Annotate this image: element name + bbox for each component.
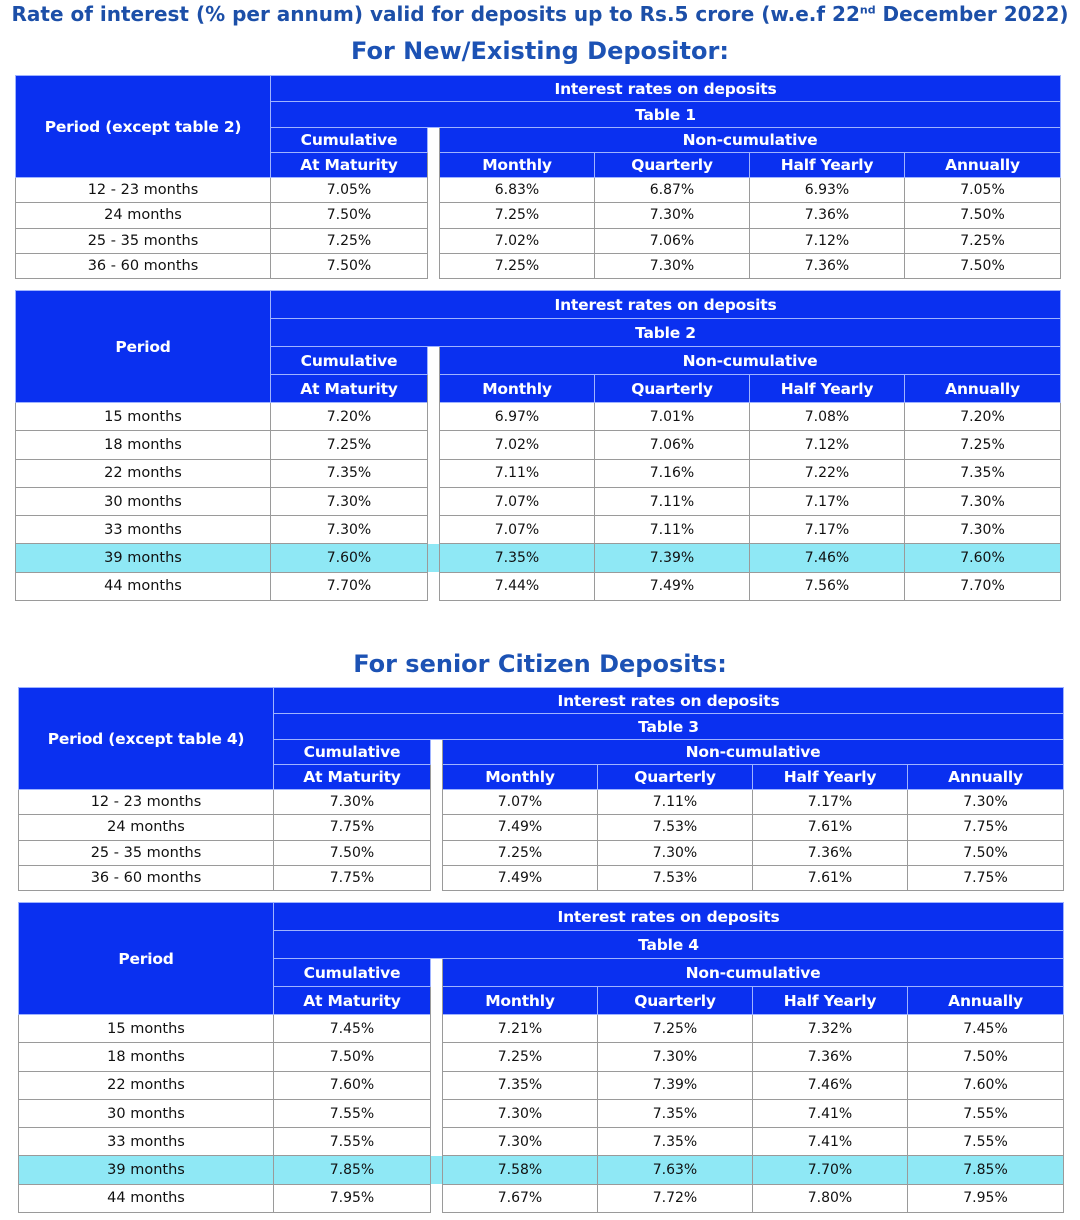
table-row: [19, 1015, 1064, 1043]
section-title-new-existing: For New/Existing Depositor:: [351, 37, 729, 65]
page-title: [0, 2, 1080, 26]
quarterly-cell: 7.72%: [598, 1184, 753, 1212]
table-row: [19, 1184, 1064, 1212]
half-yearly-cell: 6.93%: [750, 178, 905, 203]
quarterly-cell: 7.39%: [598, 1071, 753, 1099]
quarterly-cell: 7.06%: [595, 431, 750, 459]
half-yearly-cell: 7.41%: [753, 1099, 908, 1127]
column-gap: [428, 203, 440, 228]
period-cell: 12 - 23 months: [19, 790, 274, 815]
table-row: [16, 228, 1061, 253]
half-yearly-cell: 7.61%: [753, 865, 908, 890]
quarterly-cell: 7.06%: [595, 228, 750, 253]
at-maturity-cell: 7.55%: [274, 1099, 431, 1127]
rate-table-4: [18, 902, 1064, 1213]
at-maturity-header: At Maturity: [271, 375, 428, 403]
column-gap: [431, 815, 443, 840]
quarterly-cell: 7.11%: [595, 487, 750, 515]
monthly-cell: 7.49%: [443, 865, 598, 890]
quarterly-header: Quarterly: [598, 765, 753, 790]
monthly-cell: 7.25%: [440, 253, 595, 278]
table-name: Table 1: [271, 102, 1061, 128]
annually-cell: 7.50%: [905, 253, 1061, 278]
quarterly-cell: 7.16%: [595, 459, 750, 487]
table-row: [16, 178, 1061, 203]
table-name: Table 2: [271, 319, 1061, 347]
non-cumulative-header: Non-cumulative: [440, 347, 1061, 375]
annually-cell: 7.25%: [905, 228, 1061, 253]
quarterly-cell: 7.35%: [598, 1099, 753, 1127]
table-row: [19, 1071, 1064, 1099]
at-maturity-cell: 7.50%: [271, 253, 428, 278]
annually-cell: 7.20%: [905, 403, 1061, 431]
monthly-cell: 7.58%: [443, 1156, 598, 1184]
column-gap: [428, 253, 440, 278]
annually-header: Annually: [905, 153, 1061, 178]
period-header: Period: [16, 291, 271, 403]
non-cumulative-header: Non-cumulative: [443, 740, 1064, 765]
table-row: [16, 459, 1061, 487]
annually-cell: 7.60%: [908, 1071, 1064, 1099]
annually-cell: 7.05%: [905, 178, 1061, 203]
period-cell: 22 months: [16, 459, 271, 487]
quarterly-cell: 7.30%: [598, 840, 753, 865]
half-yearly-cell: 7.12%: [750, 228, 905, 253]
annually-header: Annually: [908, 987, 1064, 1015]
annually-cell: 7.50%: [905, 203, 1061, 228]
monthly-cell: 7.44%: [440, 572, 595, 600]
period-header: Period (except table 4): [19, 688, 274, 790]
table-row: [16, 487, 1061, 515]
half-yearly-cell: 7.56%: [750, 572, 905, 600]
period-cell: 30 months: [16, 487, 271, 515]
rate-table-3: [18, 687, 1064, 891]
period-cell: 22 months: [19, 1071, 274, 1099]
annually-cell: 7.30%: [905, 487, 1061, 515]
half-yearly-cell: 7.70%: [753, 1156, 908, 1184]
annually-cell: 7.35%: [905, 459, 1061, 487]
table-row: [19, 790, 1064, 815]
monthly-cell: 7.07%: [440, 516, 595, 544]
at-maturity-cell: 7.30%: [271, 516, 428, 544]
page-title-end: December 2022): [875, 2, 1069, 26]
annually-cell: 7.85%: [908, 1156, 1064, 1184]
at-maturity-cell: 7.35%: [271, 459, 428, 487]
at-maturity-cell: 7.95%: [274, 1184, 431, 1212]
period-cell: 36 - 60 months: [16, 253, 271, 278]
at-maturity-cell: 7.70%: [271, 572, 428, 600]
at-maturity-cell: 7.50%: [274, 1043, 431, 1071]
at-maturity-cell: 7.30%: [271, 487, 428, 515]
table-name: Table 3: [274, 714, 1064, 740]
annually-cell: 7.55%: [908, 1128, 1064, 1156]
column-gap: [428, 459, 440, 487]
interest-rates-header: Interest rates on deposits: [271, 291, 1061, 319]
interest-rates-header: Interest rates on deposits: [274, 688, 1064, 714]
at-maturity-cell: 7.50%: [271, 203, 428, 228]
column-gap: [431, 1184, 443, 1212]
non-cumulative-header: Non-cumulative: [443, 959, 1064, 987]
annually-cell: 7.45%: [908, 1015, 1064, 1043]
half-yearly-cell: 7.08%: [750, 403, 905, 431]
column-gap: [431, 1071, 443, 1099]
quarterly-cell: 7.25%: [598, 1015, 753, 1043]
interest-rates-header: Interest rates on deposits: [274, 903, 1064, 931]
quarterly-cell: 7.35%: [598, 1128, 753, 1156]
half-yearly-cell: 7.17%: [750, 487, 905, 515]
table-row: [16, 403, 1061, 431]
column-gap: [428, 178, 440, 203]
period-cell: 33 months: [19, 1128, 274, 1156]
column-gap: [431, 1015, 443, 1043]
column-gap: [428, 347, 440, 403]
annually-header: Annually: [908, 765, 1064, 790]
quarterly-cell: 7.30%: [595, 203, 750, 228]
half-yearly-cell: 7.61%: [753, 815, 908, 840]
monthly-cell: 7.21%: [443, 1015, 598, 1043]
at-maturity-cell: 7.25%: [271, 228, 428, 253]
half-yearly-header: Half Yearly: [750, 153, 905, 178]
annually-cell: 7.55%: [908, 1099, 1064, 1127]
at-maturity-cell: 7.85%: [274, 1156, 431, 1184]
non-cumulative-header: Non-cumulative: [440, 128, 1061, 153]
half-yearly-cell: 7.36%: [750, 253, 905, 278]
at-maturity-cell: 7.55%: [274, 1128, 431, 1156]
half-yearly-header: Half Yearly: [753, 987, 908, 1015]
at-maturity-header: At Maturity: [274, 765, 431, 790]
column-gap: [431, 790, 443, 815]
monthly-header: Monthly: [440, 153, 595, 178]
table-row: [16, 516, 1061, 544]
period-cell: 15 months: [19, 1015, 274, 1043]
table-row: [16, 431, 1061, 459]
monthly-cell: 7.30%: [443, 1099, 598, 1127]
half-yearly-cell: 7.80%: [753, 1184, 908, 1212]
quarterly-header: Quarterly: [595, 153, 750, 178]
half-yearly-cell: 7.41%: [753, 1128, 908, 1156]
cumulative-header: Cumulative: [271, 128, 428, 153]
half-yearly-cell: 7.46%: [750, 544, 905, 572]
monthly-cell: 7.30%: [443, 1128, 598, 1156]
period-cell: 15 months: [16, 403, 271, 431]
period-cell: 33 months: [16, 516, 271, 544]
monthly-cell: 7.25%: [443, 1043, 598, 1071]
half-yearly-cell: 7.32%: [753, 1015, 908, 1043]
column-gap: [428, 487, 440, 515]
column-gap: [428, 403, 440, 431]
column-gap: [428, 128, 440, 178]
table-row: [19, 815, 1064, 840]
period-cell: 39 months: [16, 544, 271, 572]
rate-table-1: [15, 75, 1061, 279]
monthly-cell: 7.07%: [443, 790, 598, 815]
table-row: [16, 203, 1061, 228]
period-cell: 44 months: [19, 1184, 274, 1212]
table-row: [19, 1099, 1064, 1127]
column-gap: [428, 544, 440, 572]
column-gap: [431, 1156, 443, 1184]
period-cell: 25 - 35 months: [16, 228, 271, 253]
half-yearly-header: Half Yearly: [750, 375, 905, 403]
period-cell: 44 months: [16, 572, 271, 600]
half-yearly-cell: 7.36%: [750, 203, 905, 228]
half-yearly-cell: 7.22%: [750, 459, 905, 487]
period-cell: 36 - 60 months: [19, 865, 274, 890]
annually-cell: 7.25%: [905, 431, 1061, 459]
table-row: [16, 572, 1061, 600]
cumulative-header: Cumulative: [274, 959, 431, 987]
quarterly-cell: 7.39%: [595, 544, 750, 572]
column-gap: [428, 572, 440, 600]
page-title-text: Rate of interest (% per annum) valid for deposits up to Rs.5 crore (w.e.f 22: [11, 2, 860, 26]
monthly-cell: 7.35%: [443, 1071, 598, 1099]
at-maturity-cell: 7.60%: [274, 1071, 431, 1099]
cumulative-header: Cumulative: [271, 347, 428, 375]
monthly-cell: 7.25%: [443, 840, 598, 865]
column-gap: [428, 228, 440, 253]
at-maturity-cell: 7.75%: [274, 865, 431, 890]
at-maturity-header: At Maturity: [274, 987, 431, 1015]
annually-cell: 7.50%: [908, 840, 1064, 865]
monthly-cell: 7.02%: [440, 228, 595, 253]
table-row: [19, 1156, 1064, 1184]
annually-cell: 7.60%: [905, 544, 1061, 572]
table-row: [19, 865, 1064, 890]
period-header: Period: [19, 903, 274, 1015]
half-yearly-cell: 7.36%: [753, 840, 908, 865]
quarterly-cell: 6.87%: [595, 178, 750, 203]
half-yearly-cell: 7.17%: [750, 516, 905, 544]
monthly-cell: 7.11%: [440, 459, 595, 487]
period-cell: 24 months: [19, 815, 274, 840]
column-gap: [431, 865, 443, 890]
quarterly-cell: 7.11%: [598, 790, 753, 815]
monthly-cell: 7.49%: [443, 815, 598, 840]
annually-header: Annually: [905, 375, 1061, 403]
monthly-header: Monthly: [443, 987, 598, 1015]
annually-cell: 7.75%: [908, 865, 1064, 890]
period-cell: 18 months: [16, 431, 271, 459]
at-maturity-cell: 7.20%: [271, 403, 428, 431]
interest-rates-header: Interest rates on deposits: [271, 76, 1061, 102]
cumulative-header: Cumulative: [274, 740, 431, 765]
quarterly-header: Quarterly: [595, 375, 750, 403]
column-gap: [428, 431, 440, 459]
monthly-cell: 7.07%: [440, 487, 595, 515]
rate-table-2: [15, 290, 1061, 601]
at-maturity-cell: 7.75%: [274, 815, 431, 840]
at-maturity-cell: 7.60%: [271, 544, 428, 572]
annually-cell: 7.95%: [908, 1184, 1064, 1212]
annually-cell: 7.30%: [905, 516, 1061, 544]
at-maturity-cell: 7.50%: [274, 840, 431, 865]
period-cell: 25 - 35 months: [19, 840, 274, 865]
quarterly-cell: 7.49%: [595, 572, 750, 600]
period-cell: 30 months: [19, 1099, 274, 1127]
annually-cell: 7.70%: [905, 572, 1061, 600]
period-cell: 18 months: [19, 1043, 274, 1071]
period-cell: 12 - 23 months: [16, 178, 271, 203]
monthly-cell: 7.02%: [440, 431, 595, 459]
half-yearly-cell: 7.46%: [753, 1071, 908, 1099]
table-row: [19, 840, 1064, 865]
quarterly-cell: 7.30%: [598, 1043, 753, 1071]
quarterly-cell: 7.11%: [595, 516, 750, 544]
monthly-cell: 7.25%: [440, 203, 595, 228]
column-gap: [431, 1043, 443, 1071]
quarterly-cell: 7.30%: [595, 253, 750, 278]
monthly-cell: 7.35%: [440, 544, 595, 572]
column-gap: [431, 959, 443, 1015]
at-maturity-header: At Maturity: [271, 153, 428, 178]
monthly-cell: 7.67%: [443, 1184, 598, 1212]
period-cell: 39 months: [19, 1156, 274, 1184]
annually-cell: 7.50%: [908, 1043, 1064, 1071]
at-maturity-cell: 7.45%: [274, 1015, 431, 1043]
period-header: Period (except table 2): [16, 76, 271, 178]
quarterly-header: Quarterly: [598, 987, 753, 1015]
table-row: [16, 544, 1061, 572]
column-gap: [431, 1128, 443, 1156]
page-title-superscript: nd: [859, 3, 876, 17]
column-gap: [431, 840, 443, 865]
monthly-cell: 6.97%: [440, 403, 595, 431]
half-yearly-cell: 7.12%: [750, 431, 905, 459]
quarterly-cell: 7.53%: [598, 815, 753, 840]
table-row: [19, 1043, 1064, 1071]
period-cell: 24 months: [16, 203, 271, 228]
at-maturity-cell: 7.30%: [274, 790, 431, 815]
column-gap: [431, 740, 443, 790]
table-row: [19, 1128, 1064, 1156]
monthly-header: Monthly: [443, 765, 598, 790]
quarterly-cell: 7.63%: [598, 1156, 753, 1184]
half-yearly-header: Half Yearly: [753, 765, 908, 790]
monthly-header: Monthly: [440, 375, 595, 403]
quarterly-cell: 7.01%: [595, 403, 750, 431]
at-maturity-cell: 7.05%: [271, 178, 428, 203]
column-gap: [428, 516, 440, 544]
table-name: Table 4: [274, 931, 1064, 959]
table-row: [16, 253, 1061, 278]
annually-cell: 7.30%: [908, 790, 1064, 815]
column-gap: [431, 1099, 443, 1127]
section-title-senior-citizen: For senior Citizen Deposits:: [353, 650, 727, 678]
half-yearly-cell: 7.36%: [753, 1043, 908, 1071]
quarterly-cell: 7.53%: [598, 865, 753, 890]
at-maturity-cell: 7.25%: [271, 431, 428, 459]
annually-cell: 7.75%: [908, 815, 1064, 840]
monthly-cell: 6.83%: [440, 178, 595, 203]
half-yearly-cell: 7.17%: [753, 790, 908, 815]
